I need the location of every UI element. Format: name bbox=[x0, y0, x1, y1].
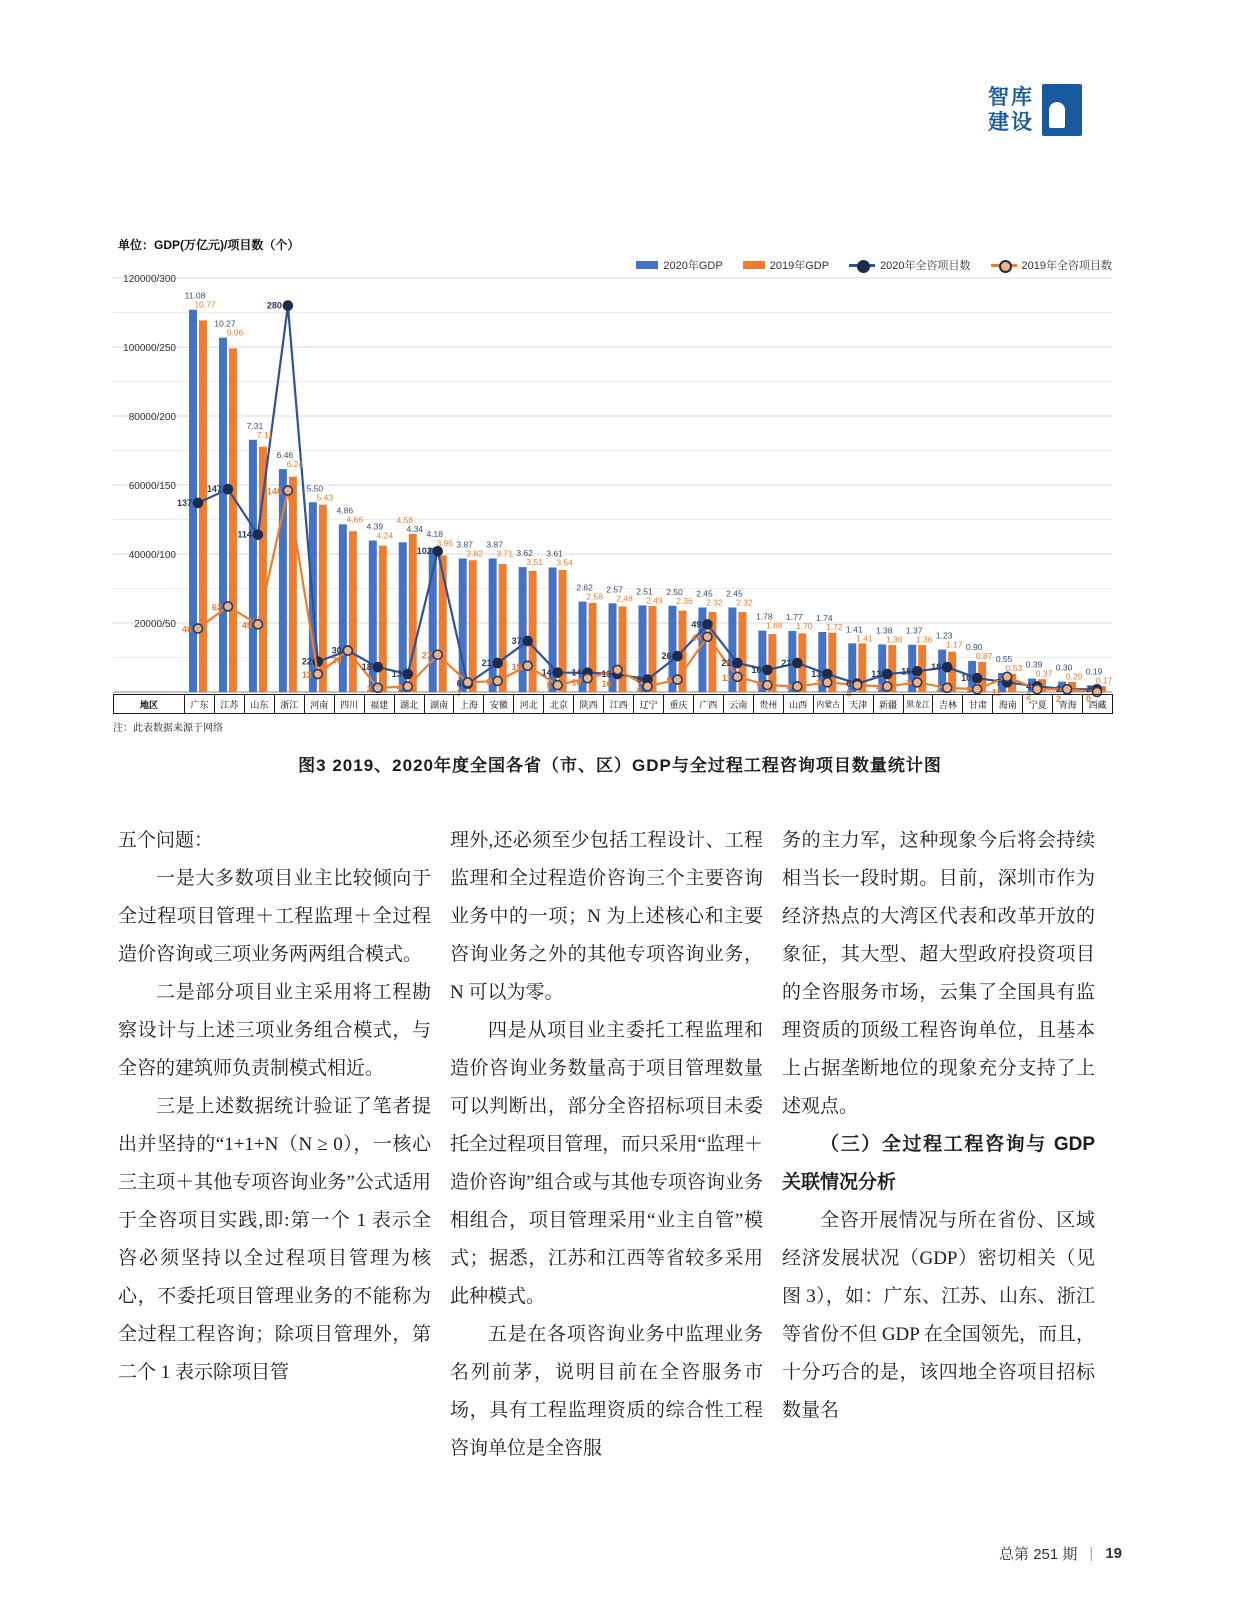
svg-text:2: 2 bbox=[1086, 684, 1092, 695]
x-axis-cell: 黑龙江 bbox=[903, 695, 933, 713]
svg-text:2.48: 2.48 bbox=[616, 593, 633, 604]
x-axis-cell: 湖北 bbox=[394, 695, 424, 713]
x-axis-cell: 山西 bbox=[783, 695, 813, 713]
x-axis-cell: 河南 bbox=[304, 695, 334, 713]
x-axis-cell: 甘肃 bbox=[962, 695, 992, 713]
svg-text:146: 146 bbox=[266, 486, 282, 497]
svg-text:0.90: 0.90 bbox=[965, 641, 983, 652]
x-axis-cell: 山东 bbox=[244, 695, 274, 713]
logo-line2: 建设 bbox=[988, 111, 1034, 134]
svg-text:0.17: 0.17 bbox=[1095, 675, 1113, 686]
chart-unit-label: 单位：GDP(万亿元)/项目数（个） bbox=[118, 238, 300, 252]
page-footer bbox=[999, 1543, 1122, 1564]
svg-text:10: 10 bbox=[961, 673, 972, 684]
svg-text:46: 46 bbox=[181, 624, 192, 635]
svg-text:16: 16 bbox=[601, 679, 612, 690]
article-column-1 bbox=[118, 822, 431, 1392]
svg-text:3: 3 bbox=[936, 683, 942, 694]
x-axis-cell: 青海 bbox=[1052, 695, 1082, 713]
svg-text:4: 4 bbox=[636, 684, 642, 695]
x-axis-cell: 江西 bbox=[603, 695, 633, 713]
svg-text:1.36: 1.36 bbox=[915, 634, 933, 645]
svg-text:21: 21 bbox=[721, 658, 732, 669]
footer-page-number: 19 bbox=[1105, 1545, 1122, 1562]
paragraph: 二是部分项目业主采用将工程勘察设计与上述三项业务组合模式，与全咨的建筑师负责制模式相近。 bbox=[118, 982, 431, 1079]
x-axis-cell: 云南 bbox=[723, 695, 753, 713]
logo-text bbox=[988, 85, 1034, 135]
svg-text:10: 10 bbox=[571, 677, 582, 688]
svg-text:13: 13 bbox=[391, 669, 402, 680]
svg-text:2: 2 bbox=[1056, 694, 1062, 705]
svg-text:80000/200: 80000/200 bbox=[128, 412, 176, 423]
svg-text:10.77: 10.77 bbox=[194, 299, 216, 310]
svg-text:22: 22 bbox=[301, 656, 312, 667]
x-axis-cell: 贵州 bbox=[753, 695, 783, 713]
svg-text:7: 7 bbox=[996, 677, 1002, 688]
footer-separator: | bbox=[1089, 1545, 1094, 1562]
svg-text:13: 13 bbox=[301, 670, 312, 681]
svg-text:8: 8 bbox=[486, 676, 492, 687]
svg-text:5.43: 5.43 bbox=[316, 492, 334, 503]
svg-text:0.37: 0.37 bbox=[1035, 668, 1053, 679]
x-axis-cell: 河北 bbox=[513, 695, 543, 713]
svg-text:5: 5 bbox=[756, 681, 762, 692]
svg-text:4: 4 bbox=[786, 682, 792, 693]
svg-text:2: 2 bbox=[966, 685, 972, 696]
svg-text:21: 21 bbox=[481, 658, 492, 669]
legend-label: 2019年全咨项目数 bbox=[1021, 260, 1112, 272]
footer-issue: 总第 251 期 bbox=[999, 1546, 1078, 1563]
svg-text:1.36: 1.36 bbox=[885, 634, 903, 645]
paragraph: 务的主力军，这种现象今后将会持续相当长一段时期。目前，深圳市作为经济热点的大湾区代表和改革开放的象征，其大型、超大型政府投资项目的全咨服务市场，云集了全国具有监理资质的顶级工程咨询单位，且基本上占据垄断地位的现象充分支持了上述观点。 bbox=[782, 830, 1095, 1117]
x-axis-cell: 陕西 bbox=[573, 695, 603, 713]
svg-text:18: 18 bbox=[931, 662, 942, 673]
svg-text:11: 11 bbox=[991, 687, 1002, 698]
svg-text:2.32: 2.32 bbox=[736, 597, 753, 608]
svg-text:3.96: 3.96 bbox=[436, 537, 453, 548]
x-axis-cell: 北京 bbox=[543, 695, 573, 713]
svg-text:18: 18 bbox=[361, 662, 372, 673]
svg-text:6.24: 6.24 bbox=[286, 459, 304, 470]
legend-label: 2020年GDP bbox=[663, 260, 723, 272]
paragraph: 三是上述数据统计验证了笔者提出并坚持的“1+1+N（N ≥ 0），一核心三主项＋其他专项咨询业务”公式适用于全咨项目实践,即:第一个 1 表示全咨必须坚持以全过程项目管理为核心，不委托项目管理业务的不能称为全过程工程咨询；除项目管理外，第二个 1 表示除项目管 bbox=[118, 1096, 431, 1383]
svg-text:15: 15 bbox=[901, 666, 912, 677]
article-column-2 bbox=[450, 822, 763, 1468]
svg-text:1.74: 1.74 bbox=[816, 612, 833, 623]
logo-mark-icon bbox=[1042, 84, 1082, 136]
paragraph: 全咨开展情况与所在省份、区域经济发展状况（GDP）密切相关（见图 3），如：广东、江苏、山东、浙江等省份不但 GDP 在全国领先，而且，十分巧合的是，该四地全咨项目招标数量名 bbox=[782, 1210, 1095, 1421]
svg-text:1.23: 1.23 bbox=[935, 630, 953, 641]
svg-text:4.34: 4.34 bbox=[406, 523, 424, 534]
svg-text:3.82: 3.82 bbox=[466, 548, 483, 559]
svg-text:49: 49 bbox=[241, 620, 252, 631]
svg-text:62: 62 bbox=[211, 602, 222, 613]
svg-text:4.66: 4.66 bbox=[346, 514, 364, 525]
svg-text:4: 4 bbox=[876, 682, 882, 693]
svg-text:280: 280 bbox=[266, 300, 282, 311]
svg-text:0.39: 0.39 bbox=[1025, 659, 1043, 670]
x-axis-cell: 江苏 bbox=[214, 695, 244, 713]
svg-text:0.29: 0.29 bbox=[1065, 671, 1083, 682]
x-axis-cell: 海南 bbox=[992, 695, 1022, 713]
paragraph: 一是大多数项目业主比较倾向于全过程项目管理＋工程监理＋全过程造价咨询或三项业务两两组合模式。 bbox=[118, 868, 431, 965]
svg-text:2.45: 2.45 bbox=[726, 588, 743, 599]
paragraph: 五个问题： bbox=[118, 830, 214, 851]
svg-text:2.45: 2.45 bbox=[696, 588, 713, 599]
svg-text:1.68: 1.68 bbox=[766, 620, 783, 631]
chart-caption: 图3 2019、2020年度全国各省（市、区）GDP与全过程工程咨询项目数量统计图 bbox=[298, 756, 942, 775]
svg-text:30: 30 bbox=[331, 645, 342, 656]
svg-text:1.77: 1.77 bbox=[786, 611, 803, 622]
gdp-projects-chart bbox=[0, 230, 1240, 790]
svg-text:2: 2 bbox=[1026, 691, 1032, 702]
svg-text:26: 26 bbox=[661, 651, 672, 662]
svg-text:13: 13 bbox=[811, 669, 822, 680]
svg-text:37: 37 bbox=[511, 635, 522, 646]
svg-text:60000/150: 60000/150 bbox=[128, 481, 176, 492]
svg-text:4.39: 4.39 bbox=[366, 521, 384, 532]
svg-text:3.71: 3.71 bbox=[496, 548, 513, 559]
x-axis-cell: 新疆 bbox=[873, 695, 903, 713]
svg-text:4: 4 bbox=[396, 682, 402, 693]
x-axis-cell: 辽宁 bbox=[633, 695, 663, 713]
svg-text:3.87: 3.87 bbox=[486, 539, 503, 550]
svg-text:1.70: 1.70 bbox=[796, 620, 813, 631]
svg-text:120000/300: 120000/300 bbox=[123, 274, 176, 285]
svg-text:4.58: 4.58 bbox=[396, 514, 414, 525]
x-axis-cell: 宁夏 bbox=[1022, 695, 1052, 713]
svg-text:0.53: 0.53 bbox=[1005, 663, 1023, 674]
svg-text:102: 102 bbox=[416, 546, 432, 557]
svg-text:1.41: 1.41 bbox=[846, 624, 863, 635]
svg-text:4.86: 4.86 bbox=[336, 505, 354, 516]
x-axis-cell: 福建 bbox=[364, 695, 394, 713]
chart-note: 注：此表数据来源于网络 bbox=[113, 723, 223, 734]
svg-text:9: 9 bbox=[666, 675, 672, 686]
svg-text:30: 30 bbox=[331, 655, 342, 666]
x-axis-cell: 重庆 bbox=[663, 695, 693, 713]
x-axis-cell: 广东 bbox=[184, 695, 214, 713]
svg-text:10.27: 10.27 bbox=[214, 318, 236, 329]
svg-text:7: 7 bbox=[816, 678, 822, 689]
svg-text:19: 19 bbox=[511, 661, 522, 672]
svg-text:9: 9 bbox=[636, 674, 642, 685]
svg-text:3: 3 bbox=[366, 683, 372, 694]
x-axis-cell: 上海 bbox=[453, 695, 483, 713]
x-axis-cell: 西藏 bbox=[1082, 695, 1112, 713]
svg-text:1.38: 1.38 bbox=[875, 625, 893, 636]
svg-text:13: 13 bbox=[871, 669, 882, 680]
x-axis-cell: 安徽 bbox=[483, 695, 513, 713]
svg-text:2.57: 2.57 bbox=[606, 584, 623, 595]
svg-text:7.11: 7.11 bbox=[256, 429, 273, 440]
svg-text:2.50: 2.50 bbox=[666, 586, 683, 597]
svg-text:2.62: 2.62 bbox=[576, 582, 593, 593]
svg-text:20000/50: 20000/50 bbox=[134, 619, 176, 630]
svg-text:14: 14 bbox=[541, 667, 552, 678]
x-axis-cell: 浙江 bbox=[274, 695, 304, 713]
svg-text:4: 4 bbox=[1026, 681, 1032, 692]
svg-text:100000/250: 100000/250 bbox=[123, 343, 176, 354]
svg-text:2.58: 2.58 bbox=[586, 591, 603, 602]
svg-text:0.87: 0.87 bbox=[975, 650, 993, 661]
svg-text:147: 147 bbox=[206, 484, 222, 495]
svg-text:0.19: 0.19 bbox=[1085, 666, 1103, 677]
svg-text:5: 5 bbox=[546, 681, 552, 692]
svg-text:7.31: 7.31 bbox=[246, 420, 264, 431]
svg-text:3.51: 3.51 bbox=[526, 557, 543, 568]
x-axis-table bbox=[113, 694, 1113, 714]
svg-text:5: 5 bbox=[846, 688, 852, 699]
svg-text:9.96: 9.96 bbox=[226, 327, 244, 338]
svg-text:40000/100: 40000/100 bbox=[128, 550, 176, 561]
svg-text:4.18: 4.18 bbox=[426, 528, 443, 539]
svg-text:16: 16 bbox=[751, 664, 762, 675]
svg-text:11.08: 11.08 bbox=[184, 290, 206, 301]
svg-text:14: 14 bbox=[571, 667, 582, 678]
x-axis-cell: 天津 bbox=[843, 695, 873, 713]
x-axis-cell: 内蒙古 bbox=[813, 695, 843, 713]
svg-text:6: 6 bbox=[846, 678, 852, 689]
svg-text:6.46: 6.46 bbox=[276, 450, 294, 461]
svg-text:0.55: 0.55 bbox=[995, 654, 1013, 665]
article-column-3 bbox=[782, 822, 1095, 1430]
svg-text:1.72: 1.72 bbox=[826, 621, 843, 632]
svg-text:2: 2 bbox=[1056, 684, 1062, 695]
legend-label: 2019年GDP bbox=[769, 260, 830, 272]
svg-text:1.41: 1.41 bbox=[856, 633, 873, 644]
svg-text:27: 27 bbox=[421, 650, 432, 661]
svg-text:1.37: 1.37 bbox=[905, 625, 923, 636]
x-axis-cell: 湖南 bbox=[424, 695, 454, 713]
svg-text:4.24: 4.24 bbox=[376, 530, 394, 541]
journal-logo bbox=[988, 84, 1082, 136]
svg-text:2.32: 2.32 bbox=[706, 597, 723, 608]
svg-text:49: 49 bbox=[691, 619, 702, 630]
paragraph: 四是从项目业主委托工程监理和造价咨询业务数量高于项目管理数量可以判断出，部分全咨招标项目未委托全过程项目管理，而只采用“监理＋造价咨询”组合或与其他专项咨询业务相组合，项目管理采用“业主自管”模式；据悉，江苏和江西等省较多采用此种模式。 bbox=[450, 1020, 763, 1307]
svg-text:13: 13 bbox=[601, 669, 612, 680]
svg-text:1.17: 1.17 bbox=[945, 639, 963, 650]
svg-text:137: 137 bbox=[176, 497, 192, 508]
svg-text:7: 7 bbox=[906, 678, 912, 689]
svg-text:7: 7 bbox=[456, 688, 462, 699]
paragraph: 理外,还必须至少包括工程设计、工程监理和全过程造价咨询三个主要咨询业务中的一项；N 为上述核心和主要咨询业务之外的其他专项咨询业务，N 可以为零。 bbox=[450, 830, 763, 1003]
svg-text:2.51: 2.51 bbox=[636, 586, 653, 597]
x-axis-cell: 四川 bbox=[334, 695, 364, 713]
svg-text:0.30: 0.30 bbox=[1055, 662, 1073, 673]
svg-text:21: 21 bbox=[781, 658, 792, 669]
x-axis-header: 地区 bbox=[139, 699, 158, 710]
paragraph: （三）全过程工程咨询与 GDP 关联情况分析 bbox=[782, 1134, 1095, 1193]
svg-text:40: 40 bbox=[691, 632, 702, 643]
svg-text:5.50: 5.50 bbox=[306, 483, 324, 494]
svg-text:0: 0 bbox=[1086, 694, 1092, 705]
svg-text:1.78: 1.78 bbox=[756, 611, 773, 622]
svg-text:3.61: 3.61 bbox=[546, 548, 563, 559]
paragraph: 五是在各项咨询业务中监理业务名列前茅，说明目前在全咨服务市场，具有工程监理资质的综合性工程咨询单位是全咨服 bbox=[450, 1324, 763, 1459]
y-axis-ticks bbox=[123, 274, 176, 630]
svg-text:3.54: 3.54 bbox=[556, 557, 573, 568]
x-axis-cell: 吉林 bbox=[932, 695, 962, 713]
svg-text:2.49: 2.49 bbox=[646, 595, 663, 606]
svg-text:3.87: 3.87 bbox=[456, 539, 473, 550]
svg-text:2.36: 2.36 bbox=[676, 595, 693, 606]
logo-line1: 智库 bbox=[988, 86, 1034, 109]
svg-text:6: 6 bbox=[456, 678, 462, 689]
svg-text:11: 11 bbox=[721, 672, 732, 683]
legend-label: 2020年全咨项目数 bbox=[880, 260, 971, 272]
svg-text:3.62: 3.62 bbox=[516, 548, 533, 559]
svg-text:114: 114 bbox=[237, 529, 252, 540]
x-axis-cell: 广西 bbox=[693, 695, 723, 713]
